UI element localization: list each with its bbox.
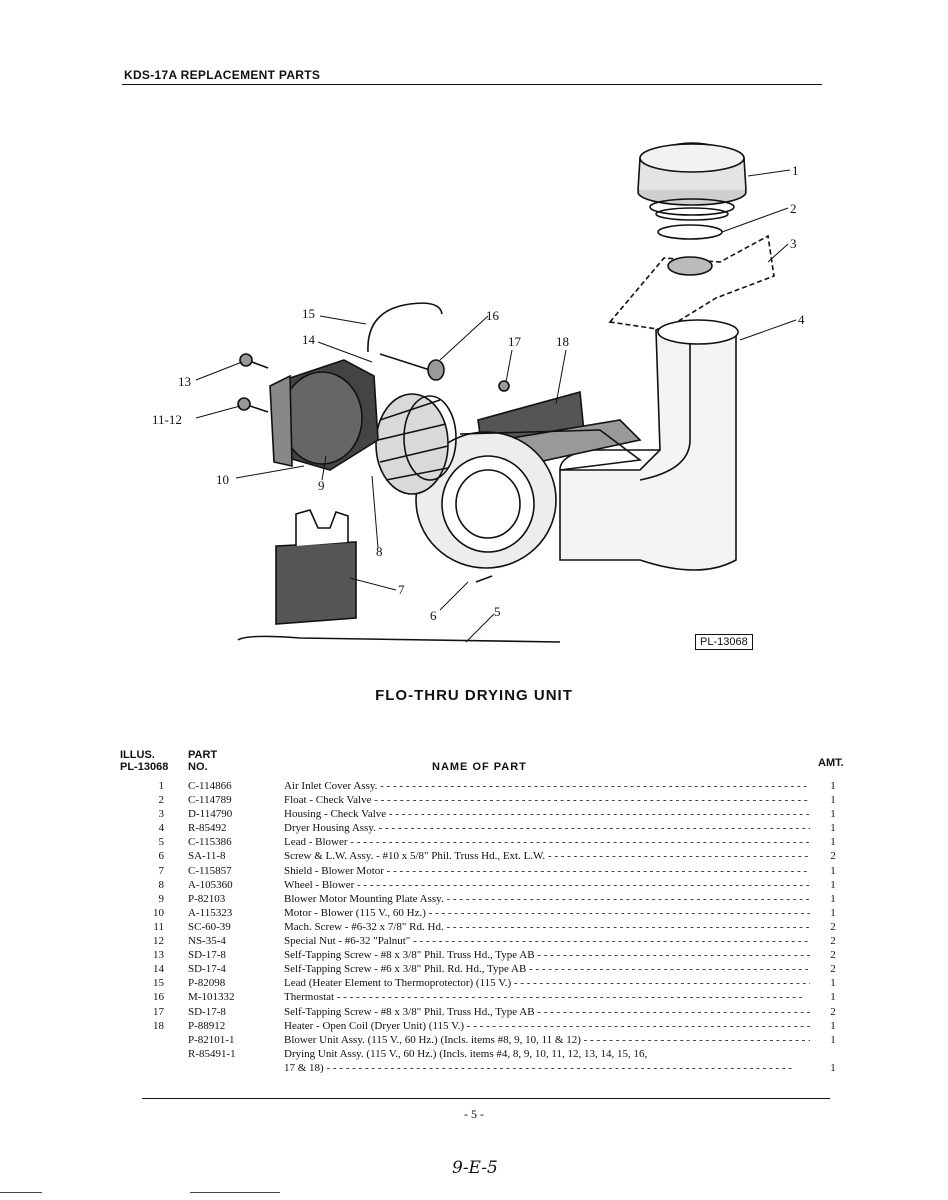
part-amount: 1 (830, 808, 836, 821)
column-header-illus-line1: ILLUS. (120, 749, 155, 761)
part-amount: 2 (830, 850, 836, 863)
exploded-parts-diagram (0, 90, 948, 670)
part-number: P-82101-1 (188, 1033, 235, 1046)
illus-number: 9 (158, 892, 164, 905)
part-name: 17 & 18) - - - (284, 1061, 810, 1075)
part-name: Thermostat - - - (284, 990, 810, 1004)
part-name: Air Inlet Cover Assy. - - - (284, 779, 810, 793)
callout-5: 5 (494, 604, 501, 619)
parts-row (118, 821, 838, 835)
part-number: R-85491-1 (188, 1047, 236, 1060)
illus-number: 15 (153, 977, 164, 990)
parts-row (118, 807, 838, 821)
part-amount: 1 (830, 836, 836, 849)
column-header-name: NAME OF PART (432, 761, 527, 773)
parts-row (118, 793, 838, 807)
callout-18: 18 (556, 334, 569, 349)
illus-number: 3 (158, 808, 164, 821)
illus-number: 11 (153, 920, 164, 933)
parts-row (118, 920, 838, 934)
part-amount: 2 (830, 920, 836, 933)
illus-number: 14 (153, 963, 164, 976)
column-header-illus-line2: PL-13068 (120, 761, 169, 773)
part-name: Self-Tapping Screw - #6 x 3/8" Phil. Rd. Hd., Type AB - - - (284, 962, 810, 976)
page-number: - 5 - (464, 1107, 484, 1121)
float-drawing (658, 225, 722, 239)
plate-id-label: PL-13068 (695, 634, 753, 650)
header-rule (122, 84, 822, 85)
column-header-amt: AMT. (818, 757, 844, 769)
part-amount: 1 (830, 878, 836, 891)
parts-row (118, 934, 838, 948)
part-number: R-85492 (188, 822, 227, 835)
part-name: Housing - Check Valve - - - (284, 807, 810, 821)
part-name: Self-Tapping Screw - #8 x 3/8" Phil. Truss Hd., Type AB - - - (284, 948, 810, 962)
callout-8: 8 (376, 544, 383, 559)
callout-3: 3 (790, 236, 797, 251)
parts-row (118, 1061, 838, 1075)
callout-15: 15 (302, 306, 315, 321)
callout-11-12: 11-12 (152, 412, 182, 427)
part-number: SD-17-8 (188, 1005, 226, 1018)
part-number: P-82098 (188, 977, 226, 990)
parts-row (118, 835, 838, 849)
part-amount: 1 (830, 1061, 836, 1074)
part-number: C-114789 (188, 794, 232, 807)
callout-7: 7 (398, 582, 405, 597)
part-number: C-114866 (188, 780, 232, 792)
parts-row (118, 962, 838, 976)
callout-13: 13 (178, 374, 191, 389)
parts-row (118, 1005, 838, 1019)
part-name: Screw & L.W. Assy. - #10 x 5/8" Phil. Truss Hd., Ext. L.W. - - - (284, 849, 810, 863)
part-name: Mach. Screw - #6-32 x 7/8" Rd. Hd. - - - (284, 920, 810, 934)
part-amount: 1 (830, 1019, 836, 1032)
part-amount: 1 (830, 822, 836, 835)
part-name: Float - Check Valve - - - (284, 793, 810, 807)
illus-number: 6 (158, 850, 164, 863)
parts-row (118, 878, 838, 892)
part-number: P-88912 (188, 1019, 226, 1032)
illus-number: 1 (158, 780, 164, 792)
footer-rule (142, 1098, 830, 1099)
part-name: Lead - Blower - - - (284, 835, 810, 849)
parts-row (118, 990, 838, 1004)
illus-number: 12 (153, 935, 164, 948)
part-number: A-115323 (188, 906, 233, 919)
callout-4: 4 (798, 312, 805, 327)
part-number: C-115386 (188, 836, 232, 849)
callout-16: 16 (486, 308, 499, 323)
part-name: Drying Unit Assy. (115 V., 60 Hz.) (Incls. items #4, 8, 9, 10, 11, 12, 13, 14, 15, 16, (284, 1047, 648, 1060)
illus-number: 2 (158, 794, 164, 807)
parts-row (118, 779, 838, 793)
column-header-part-line1: PART (188, 749, 218, 761)
parts-row (118, 948, 838, 962)
callout-17: 17 (508, 334, 521, 349)
illus-number: 18 (153, 1019, 164, 1032)
part-number: C-115857 (188, 864, 232, 877)
part-name: Blower Unit Assy. (115 V., 60 Hz.) (Incls. items #8, 9, 10, 11 & 12) - - - (284, 1033, 810, 1047)
illus-number: 4 (158, 822, 164, 835)
illus-number: 13 (153, 949, 164, 962)
air-inlet-cover-drawing (638, 143, 746, 220)
illus-number: 17 (153, 1005, 164, 1018)
column-header-part (188, 749, 217, 773)
parts-row (118, 976, 838, 990)
scan-mark-center (190, 1192, 280, 1193)
part-amount: 2 (830, 949, 836, 962)
part-name: Blower Motor Mounting Plate Assy. - - - (284, 892, 810, 906)
parts-list (118, 779, 838, 1075)
parts-row (118, 1033, 838, 1047)
section-title: FLO-THRU DRYING UNIT (375, 687, 573, 704)
callout-2: 2 (790, 201, 797, 216)
part-amount: 1 (830, 780, 836, 792)
illus-number: 8 (158, 878, 164, 891)
handwritten-note: 9-E-5 (452, 1158, 498, 1178)
part-number: M-101332 (188, 991, 235, 1004)
part-number: SA-11-8 (188, 850, 226, 863)
parts-row (118, 864, 838, 878)
parts-row (118, 906, 838, 920)
part-name: Wheel - Blower - - - (284, 878, 810, 892)
part-amount: 1 (830, 906, 836, 919)
part-number: SC-60-39 (188, 920, 231, 933)
part-amount: 1 (830, 991, 836, 1004)
parts-row (118, 1047, 838, 1061)
part-name: Motor - Blower (115 V., 60 Hz.) - - - (284, 906, 810, 920)
parts-row (118, 849, 838, 863)
part-name: Shield - Blower Motor - - - (284, 864, 810, 878)
blower-motor-drawing (270, 360, 378, 470)
part-amount: 2 (830, 963, 836, 976)
parts-row (118, 1019, 838, 1033)
part-amount: 1 (830, 1033, 836, 1046)
part-number: SD-17-4 (188, 963, 226, 976)
part-name: Special Nut - #6-32 "Palnut" - - - (284, 934, 810, 948)
illus-number: 16 (153, 991, 164, 1004)
check-valve-housing-drawing (610, 236, 774, 330)
column-header-part-line2: NO. (188, 761, 208, 773)
part-number: NS-35-4 (188, 935, 226, 948)
part-amount: 2 (830, 1005, 836, 1018)
callout-9: 9 (318, 478, 325, 493)
illus-number: 5 (158, 836, 164, 849)
callout-6: 6 (430, 608, 437, 623)
part-name: Dryer Housing Assy. - - - (284, 821, 810, 835)
part-amount: 1 (830, 794, 836, 807)
callout-10: 10 (216, 472, 229, 487)
part-amount: 1 (830, 977, 836, 990)
part-number: D-114790 (188, 808, 233, 821)
page-header-title: KDS-17A REPLACEMENT PARTS (124, 68, 321, 82)
part-amount: 1 (830, 864, 836, 877)
callout-14: 14 (302, 332, 315, 347)
parts-row (118, 892, 838, 906)
scan-mark-left (0, 1192, 42, 1193)
illus-number: 10 (153, 906, 164, 919)
illus-number: 7 (158, 864, 164, 877)
blower-motor-shield-drawing (276, 510, 356, 624)
part-name: Lead (Heater Element to Thermoprotector) (115 V.) - - - (284, 976, 810, 990)
part-amount: 2 (830, 935, 836, 948)
part-number: A-105360 (188, 878, 233, 891)
column-header-illus (120, 749, 168, 773)
callout-1: 1 (792, 163, 799, 178)
part-name: Self-Tapping Screw - #8 x 3/8" Phil. Truss Hd., Type AB - - - (284, 1005, 810, 1019)
part-number: P-82103 (188, 892, 226, 905)
part-name: Heater - Open Coil (Dryer Unit) (115 V.) - - - (284, 1019, 810, 1033)
part-amount: 1 (830, 892, 836, 905)
part-number: SD-17-8 (188, 949, 226, 962)
